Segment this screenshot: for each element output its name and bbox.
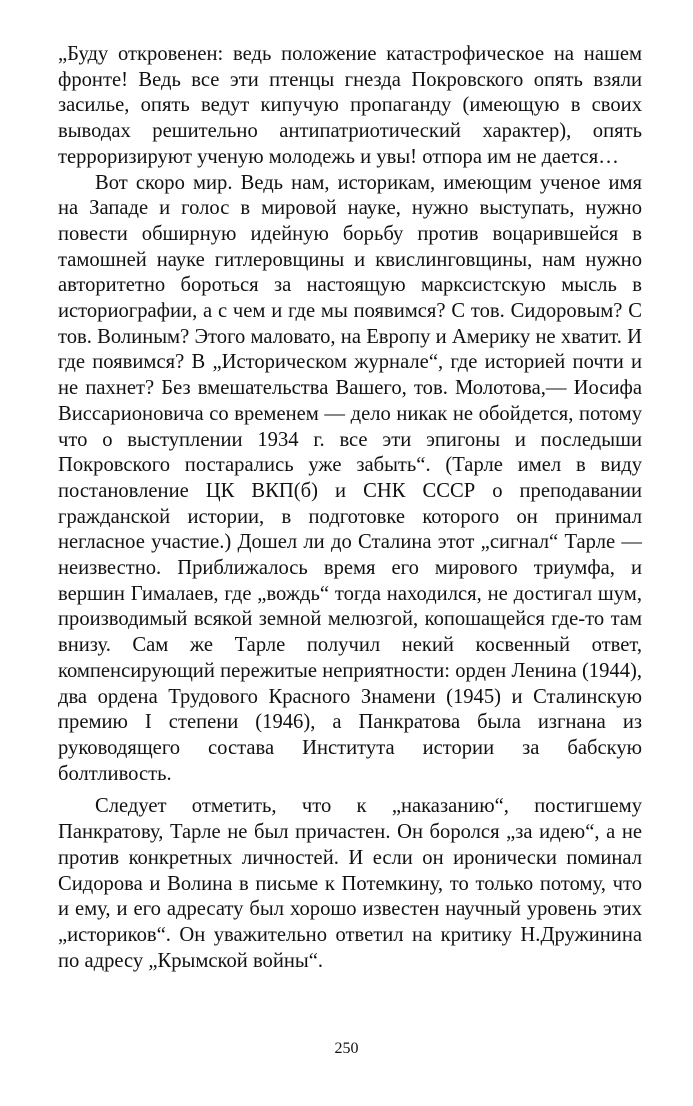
paragraph-main: Вот скоро мир. Ведь нам, историкам, имеющим ученое имя на Западе и голос в мировой науке, нужно выступать, нужно повести обширную идейную борьбу против воцарившейся в тамошней науке гитлеровщины и квислинговщины, нам нужно авторитетно бороться за настоящую марксистскую мысль в историографии, а с чем и где мы появимся? С тов. Сидоровым? С тов. Волиным? Этого маловато, на Европу и Америку не хватит. И где появимся? В „Историческом журнале“, где историей почти и не пахнет? Без вмешательства Вашего, тов. Молотова,— Иосифа Виссарионовича со временем — дело никак не обойдется, потому что о выступлении 1934 г. все эти эпигоны и последыши Покровского постарались уже забыть“. (Тарле имел в виду постановление ЦК ВКП(б) и СНК СССР о преподавании гражданской истории, в подготовке которого он принимал негласное участие.) Дошел ли до Сталина этот „сигнал“ Тарле — неизвестно. Приближалось время его мирового триумфа, и вершин Гималаев, где „вождь“ тогда находился, не достигал шум, производимый всякой земной мелюзгой, копошащейся где-то там внизу. Сам же Тарле получил некий косвенный ответ, компенсирующий пережитые неприятности: орден Ленина (1944), два ордена Трудового Красного Знамени (1945) и Сталинскую премию I степени (1946), а Панкратова была изгнана из руководящего состава Института истории за бабскую болтливость. [58,171,642,785]
document-body [58,42,642,974]
page-number: 250 [334,1040,359,1057]
paragraph-quote: „Буду откровенен: ведь положение катастрофическое на нашем фронте! Ведь все эти птенцы гнезда Покровского опять взяли засилье, опять ведут кипучую пропаганду (имеющую в своих выводах решительно антипатриотический характер), опять терроризируют ученую молодежь и увы! отпора им не дается… [58,43,642,168]
paragraph-conclusion: Следует отметить, что к „наказанию“, постигшему Панкратову, Тарле не был причастен. Он боролся „за идею“, а не против конкретных личностей. И если он иронически поминал Сидорова и Волина в письме к Потемкину, то только потому, что и ему, и его адресату был хорошо известен научный уровень этих „историков“. Он уважительно ответил на критику Н.Дружинина по адресу „Крымской войны“. [58,795,642,972]
